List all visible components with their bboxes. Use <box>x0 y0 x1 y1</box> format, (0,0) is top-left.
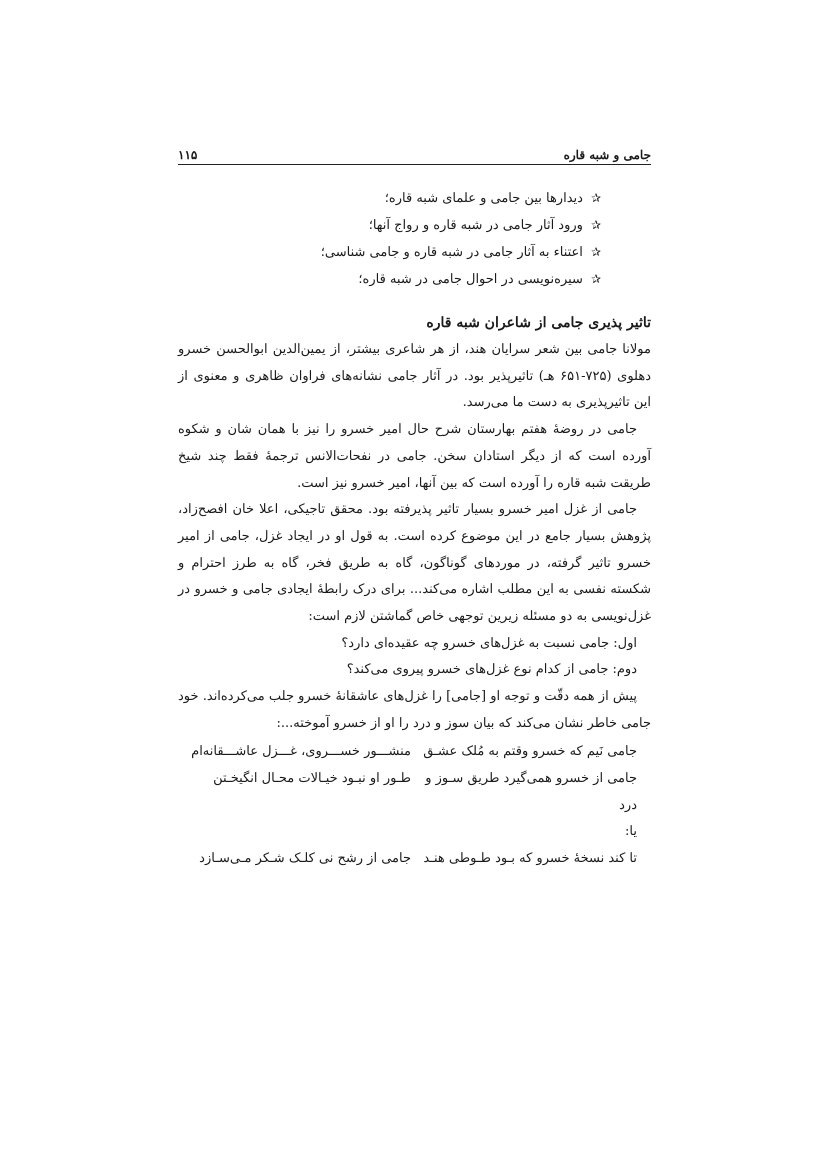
list-item: ✰ سیره‌نویسی در احوال جامی در شبه قاره؛ <box>178 266 601 293</box>
star-bullet-icon: ✰ <box>590 245 601 259</box>
paragraph: جامی از غزل امیر خسرو بسیار تاثیر پذیرفته بود. محقق تاجیکی، اعلا خان افصح‌زاد، پژوهش بسیار جامع در این موضوع کرده است. به قول او در ایجاد غزل، جامی از امیر خسرو تاثیر گرفته، در موردهای گوناگون، گاه به طریق فخر، گاه به طرز احترام و شکسته نفسی به این مطلب اشاره می‌کند... برای درک رابطهٔ ایجادی جامی و خسرو در غزل‌نویسی به دو مسئله زیرین توجهی خاص گماشتن لازم است: <box>178 502 651 625</box>
page-number: ۱۱۵ <box>178 148 198 162</box>
running-title: جامی و شبه قاره <box>563 148 651 162</box>
hemistich-first: جامی از خسرو همی‌گیرد طریق سـوز و درد <box>425 770 637 813</box>
verse-line <box>178 765 651 819</box>
paragraph: پیش از همه دقّت و توجه او [جامی] را غزل‌های عاشقانهٔ خسرو جلب می‌کرده‌اند. خود جامی خاطر نشان می‌کند که بیان سوز و درد را او از خسرو آموخته...: <box>178 689 651 731</box>
hemistich-first: جامی نَیم که خسرو وقتم به مُلک عشـق <box>423 743 637 759</box>
verse-line <box>178 845 651 872</box>
verse-separator: یا: <box>625 823 637 839</box>
star-bullet-icon: ✰ <box>590 218 601 232</box>
star-bullet-icon: ✰ <box>590 191 601 205</box>
hemistich-second: منشـــور خســـروی، غـــزل عاشـــقانه‌ام <box>191 743 411 759</box>
paragraph: مولانا جامی بین شعر سرایان هند، از هر شاعری بیشتر، از یمین‌الدین ابوالحسن خسرو دهلوی (۷۲۵-۶۵۱ هـ) تاثیرپذیر بود. در آثار جامی نشانه‌های فراوان ظاهری و معنوی از این تاثیرپذیری به دست ما می‌رسد. <box>178 342 651 411</box>
list-item: ✰ ورود آثار جامی در شبه قاره و رواج آنها؛ <box>178 212 601 239</box>
hemistich-first: تا کند نسخهٔ خسرو که بـود طـوطی هنـد <box>423 851 637 867</box>
hemistich-second: طـور او نبـود خیـالات محـال انگیخـتن <box>213 770 411 786</box>
document-page <box>178 140 651 872</box>
question-line: اول: جامی نسبت به غزل‌های خسرو چه عقیده‌ای دارد؟ <box>341 635 637 651</box>
bullet-list <box>178 185 651 293</box>
list-item: ✰ دیدارها بین جامی و علمای شبه قاره؛ <box>178 185 601 212</box>
section-heading: تاثیر پذیری جامی از شاعران شبه قاره <box>426 315 651 331</box>
paragraph: جامی در روضهٔ هفتم بهارستان شرح حال امیر خسرو را نیز با همان شان و شکوه آورده است که از دیگر استادان سخن. جامی در نفحات‌الانس ترجمهٔ فقط چند شیخ طریقت شبه قاره را آورده است که بین آنها، امیر خسرو نیز است. <box>178 422 651 491</box>
hemistich-second: جامی از رشح نی کلـک شـکر مـی‌سـازد <box>199 851 411 867</box>
list-item: ✰ اعتناء به آثار جامی در شبه قاره و جامی شناسی؛ <box>178 239 601 266</box>
verse-line <box>178 738 651 765</box>
question-line: دوم: جامی از کدام نوع غزل‌های خسرو پیروی می‌کند؟ <box>346 662 637 678</box>
page-header <box>178 140 651 165</box>
star-bullet-icon: ✰ <box>590 272 601 286</box>
